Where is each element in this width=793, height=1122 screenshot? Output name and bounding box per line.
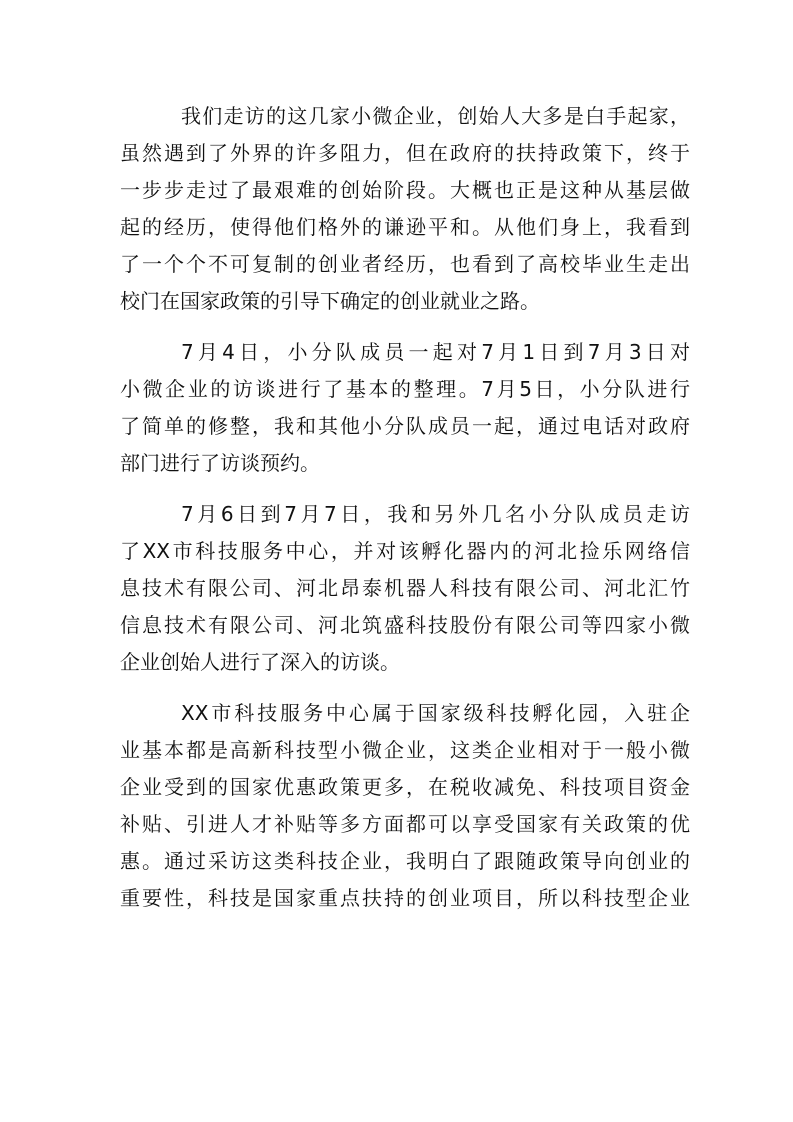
text-line: 了XX市科技服务中心，并对该孵化器内的河北捡乐网络信 <box>120 539 690 563</box>
text-line: 一步步走过了最艰难的创始阶段。大概也正是这种从基层做 <box>120 178 690 202</box>
text-line: 虽然遇到了外界的许多阻力，但在政府的扶持政策下，终于 <box>120 141 690 165</box>
text-line: 惠。通过采访这类科技企业，我明白了跟随政策导向创业的 <box>120 849 690 873</box>
paragraph-1 <box>120 98 690 320</box>
paragraph-2 <box>120 334 690 482</box>
text-line: 企业创始人进行了深入的访谈。 <box>120 650 400 674</box>
text-line: 校门在国家政策的引导下确定的创业就业之路。 <box>120 289 540 313</box>
paragraph-3 <box>120 496 690 681</box>
text-line: XX市科技服务中心属于国家级科技孵化园，入驻企 <box>181 701 690 725</box>
text-line: 重要性，科技是国家重点扶持的创业项目，所以科技型企业 <box>120 886 690 910</box>
text-line: 补贴、引进人才补贴等多方面都可以享受国家有关政策的优 <box>120 812 690 836</box>
text-line: 息技术有限公司、河北昂泰机器人科技有限公司、河北汇竹 <box>120 576 690 600</box>
text-line: 我们走访的这几家小微企业，创始人大多是白手起家， <box>181 104 690 128</box>
text-line: 起的经历，使得他们格外的谦逊平和。从他们身上，我看到 <box>120 215 690 239</box>
text-line: 业基本都是高新科技型小微企业，这类企业相对于一般小微 <box>120 738 690 762</box>
text-line: 企业受到的国家优惠政策更多，在税收减免、科技项目资金 <box>120 775 690 799</box>
text-line: 小微企业的访谈进行了基本的整理。7月5日，小分队进行 <box>120 377 690 401</box>
text-line: 7月6日到7月7日，我和另外几名小分队成员走访 <box>181 502 690 526</box>
text-line: 了一个个不可复制的创业者经历，也看到了高校毕业生走出 <box>120 252 690 276</box>
paragraph-4 <box>120 695 690 917</box>
text-line: 信息技术有限公司、河北筑盛科技股份有限公司等四家小微 <box>120 613 690 637</box>
text-line: 了简单的修整，我和其他小分队成员一起，通过电话对政府 <box>120 414 690 438</box>
text-line: 7月4日，小分队成员一起对7月1日到7月3日对 <box>181 340 690 364</box>
text-line: 部门进行了访谈预约。 <box>120 451 320 475</box>
document-body <box>120 98 690 931</box>
